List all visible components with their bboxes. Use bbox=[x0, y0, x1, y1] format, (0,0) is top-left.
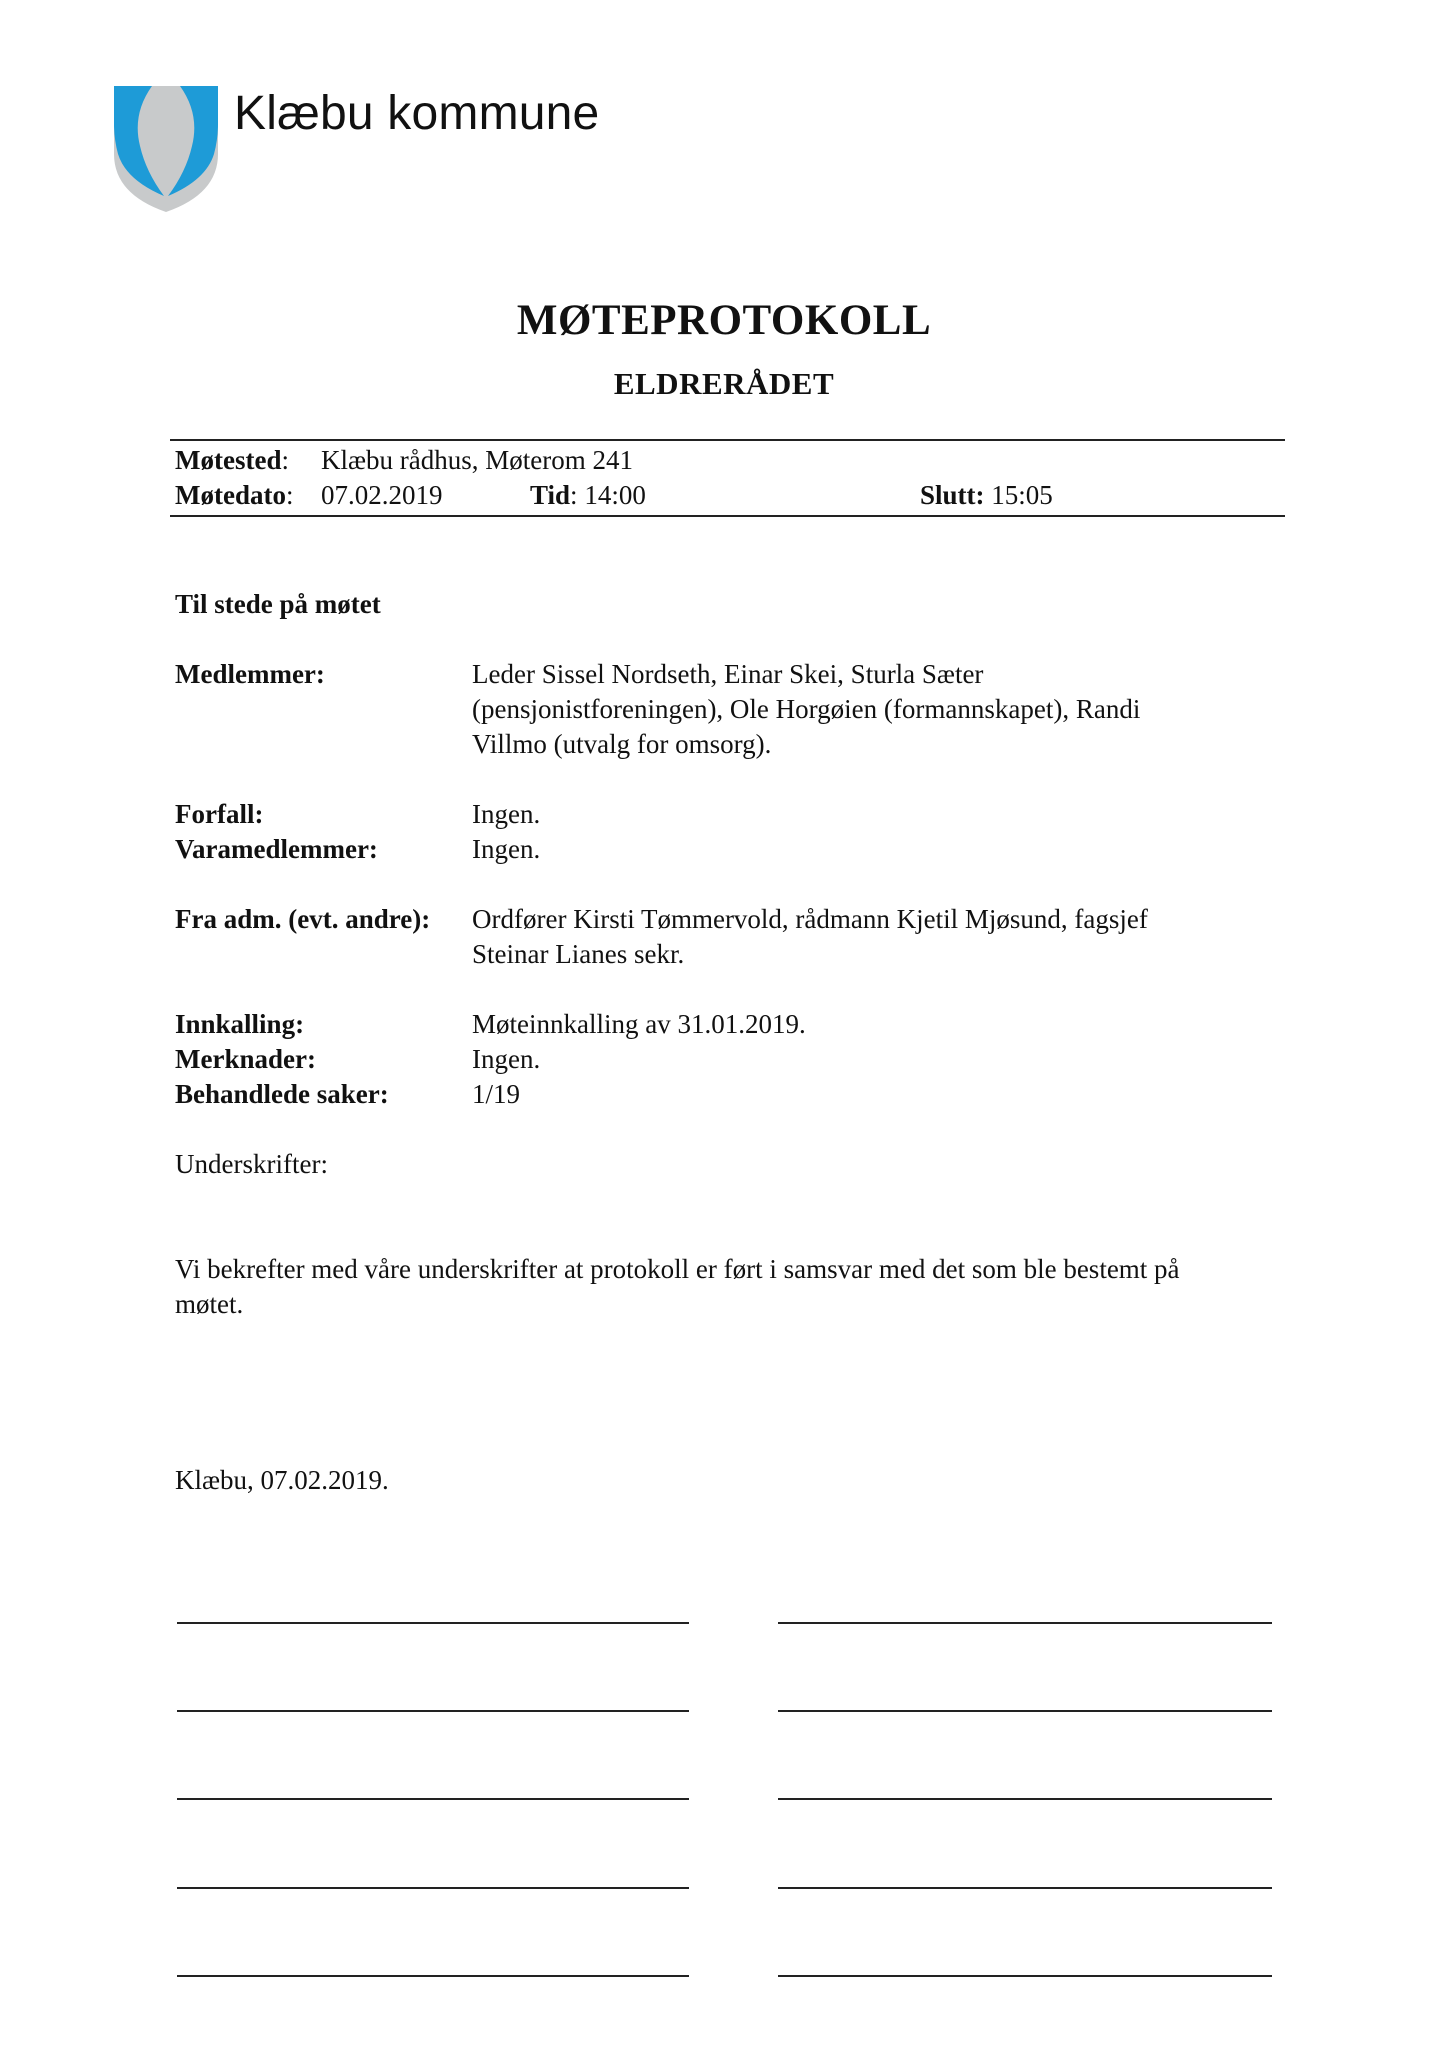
cases-value: 1/19 bbox=[472, 1079, 521, 1109]
meeting-time-value: 14:00 bbox=[584, 480, 646, 510]
meeting-place-row bbox=[175, 443, 289, 478]
members-line: Leder Sissel Nordseth, Einar Skei, Sturla Sæter bbox=[472, 659, 984, 689]
meeting-time-label: Tid bbox=[530, 480, 571, 510]
admin-line: Ordfører Kirsti Tømmervold, rådmann Kjetil Mjøsund, fagsjef bbox=[472, 904, 1148, 934]
cases-label: Behandlede saker: bbox=[175, 1079, 389, 1109]
attendance-heading: Til stede på møtet bbox=[175, 589, 381, 619]
meeting-date-value: 07.02.2019 bbox=[321, 480, 443, 510]
organization-name: Klæbu kommune bbox=[234, 87, 600, 140]
signature-line-field[interactable] bbox=[177, 1887, 689, 1889]
meeting-date-row bbox=[175, 478, 293, 513]
meeting-info-bottom-rule bbox=[170, 515, 1285, 517]
signature-line-field[interactable] bbox=[177, 1798, 689, 1800]
meeting-end-label: Slutt: bbox=[920, 480, 985, 510]
place-and-date: Klæbu, 07.02.2019. bbox=[175, 1465, 389, 1495]
coat-of-arms-logo bbox=[112, 84, 220, 214]
members-label: Medlemmer: bbox=[175, 659, 325, 689]
members-line: Villmo (utvalg for omsorg). bbox=[472, 729, 772, 759]
signature-line-field[interactable] bbox=[778, 1622, 1272, 1624]
meeting-date-label: Møtedato bbox=[175, 480, 286, 510]
signature-line-field[interactable] bbox=[778, 1887, 1272, 1889]
notice-value: Møteinnkalling av 31.01.2019. bbox=[472, 1009, 806, 1039]
signature-line-field[interactable] bbox=[778, 1798, 1272, 1800]
substitutes-label: Varamedlemmer: bbox=[175, 834, 378, 864]
members-line: (pensjonistforeningen), Ole Horgøien (formannskapet), Randi bbox=[472, 694, 1141, 724]
signature-line-field[interactable] bbox=[177, 1710, 689, 1712]
absent-value: Ingen. bbox=[472, 799, 541, 829]
signature-line-field[interactable] bbox=[778, 1710, 1272, 1712]
meeting-place-label: Møtested bbox=[175, 445, 282, 475]
notice-label: Innkalling: bbox=[175, 1009, 305, 1039]
absent-label: Forfall: bbox=[175, 799, 264, 829]
signature-line-field[interactable] bbox=[177, 1975, 689, 1977]
meeting-place-separator: : bbox=[281, 445, 289, 475]
admin-line: Steinar Lianes sekr. bbox=[472, 939, 685, 969]
meeting-time-row bbox=[530, 478, 646, 513]
admin-label: Fra adm. (evt. andre): bbox=[175, 904, 431, 934]
signature-line-field[interactable] bbox=[177, 1622, 689, 1624]
signature-line-field[interactable] bbox=[778, 1975, 1272, 1977]
meeting-time-separator: : bbox=[570, 480, 578, 510]
remarks-value: Ingen. bbox=[472, 1044, 541, 1074]
remarks-label: Merknader: bbox=[175, 1044, 316, 1074]
confirmation-line: Vi bekrefter med våre underskrifter at protokoll er ført i samsvar med det som ble bestemt på bbox=[175, 1254, 1180, 1284]
substitutes-value: Ingen. bbox=[472, 834, 541, 864]
meeting-end-row bbox=[920, 478, 1053, 513]
meeting-date-separator: : bbox=[285, 480, 294, 510]
meeting-end-value: 15:05 bbox=[991, 480, 1053, 510]
document-title: MØTEPROTOKOLL bbox=[516, 297, 932, 344]
signatures-heading: Underskrifter: bbox=[175, 1149, 328, 1179]
confirmation-line: møtet. bbox=[175, 1289, 244, 1319]
meeting-place-value: Klæbu rådhus, Møterom 241 bbox=[321, 445, 633, 475]
meeting-info-top-rule bbox=[170, 439, 1285, 441]
document-subtitle: ELDRERÅDET bbox=[613, 366, 835, 401]
